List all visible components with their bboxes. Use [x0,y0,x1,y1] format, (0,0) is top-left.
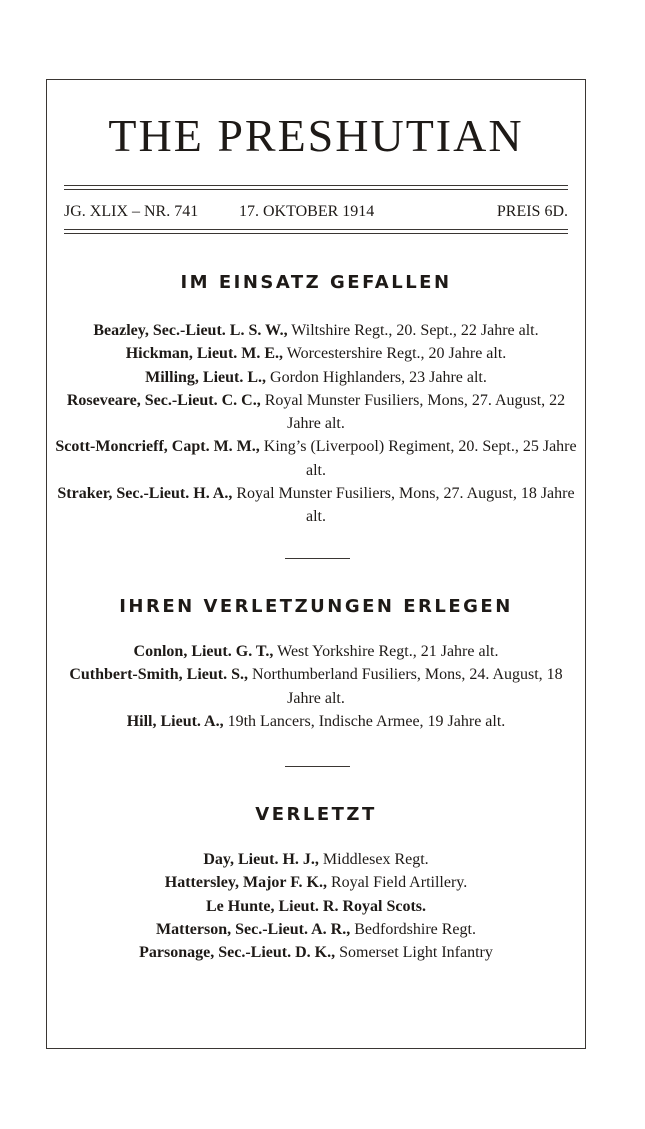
masthead-rule-top [64,185,568,190]
entry-detail: Wiltshire Regt., 20. Sept., 22 Jahre alt. [287,322,539,339]
list-item [47,918,585,941]
entry-name: Hickman, Lieut. M. E., [125,345,284,363]
section-killed-in-action [47,270,585,529]
entry-detail: Royal Field Artillery. [326,874,468,892]
entry-name: Conlon, Lieut. G. T., [133,643,274,660]
list-item [47,663,585,710]
entry-name: Matterson, Sec.-Lieut. A. R., [156,920,351,938]
section-died-of-wounds [47,594,585,733]
entry-detail: 19th Lancers, Indische Armee, 19 Jahre alt. [223,712,506,730]
section-heading: VERLETZT [255,804,377,825]
entry-name: Cuthbert-Smith, Lieut. S., [69,666,248,684]
issue-line [64,200,568,224]
entry-detail: Somerset Light Infantry [335,944,493,962]
issue-volume: JG. XLIX – NR. 741 [64,203,199,220]
list-item [47,895,585,918]
list-item [47,435,585,482]
list-item [47,871,585,894]
list-item [47,640,585,663]
entry-name: Parsonage, Sec.-Lieut. D. K., [139,944,336,962]
entry-detail: Middlesex Regt. [318,851,429,868]
list-item [47,342,585,365]
list-item [47,941,585,964]
list-item [47,389,585,436]
masthead-rule-bottom [64,229,568,234]
entry-detail: Royal Munster Fusiliers, Mons, 27. August, 22 Jahre alt. [260,391,566,433]
page-frame [46,79,586,1049]
list-item [47,848,585,871]
issue-price: PREIS 6D. [496,203,568,220]
entry-detail: Bedfordshire Regt. [350,920,476,938]
entry-detail: Gordon Highlanders, 23 Jahre alt. [266,368,487,386]
entry-list [47,640,585,733]
list-item [47,482,585,529]
list-item [47,710,585,733]
section-divider [285,766,350,767]
masthead-title: THE PRESHUTIAN [108,110,524,161]
entry-name: Milling, Lieut. L., [145,368,267,386]
entry-detail: West Yorkshire Regt., 21 Jahre alt. [273,643,499,660]
entry-name: Beazley, Sec.-Lieut. L. S. W., [93,322,288,339]
issue-date: 17. OKTOBER 1914 [239,203,375,220]
entry-detail: Worcestershire Regt., 20 Jahre alt. [283,345,507,363]
section-heading: IM EINSATZ GEFALLEN [180,272,452,293]
entry-name: Hill, Lieut. A., [126,712,224,730]
section-divider [285,558,350,559]
entry-name: Roseveare, Sec.-Lieut. C. C., [66,391,261,409]
entry-detail: Northumberland Fusiliers, Mons, 24. August, 18 Jahre alt. [248,666,563,707]
entry-name: Day, Lieut. H. J., [203,851,319,868]
entry-list [47,848,585,964]
entry-list [47,319,585,529]
entry-name: Scott-Moncrieff, Capt. M. M., [55,438,260,456]
section-heading: IHREN VERLETZUNGEN ERLEGEN [119,596,513,617]
entry-name: Straker, Sec.-Lieut. H. A., [57,485,233,503]
entry-detail: Royal Munster Fusiliers, Mons, 27. August, 18 Jahre alt. [232,485,575,526]
section-wounded [47,802,585,964]
list-item [47,319,585,342]
entry-name: Le Hunte, Lieut. R. Royal Scots. [206,897,426,915]
entry-detail: King’s (Liverpool) Regiment, 20. Sept., 25 Jahre alt. [259,438,577,479]
list-item [47,366,585,389]
entry-name: Hattersley, Major F. K., [164,874,327,892]
